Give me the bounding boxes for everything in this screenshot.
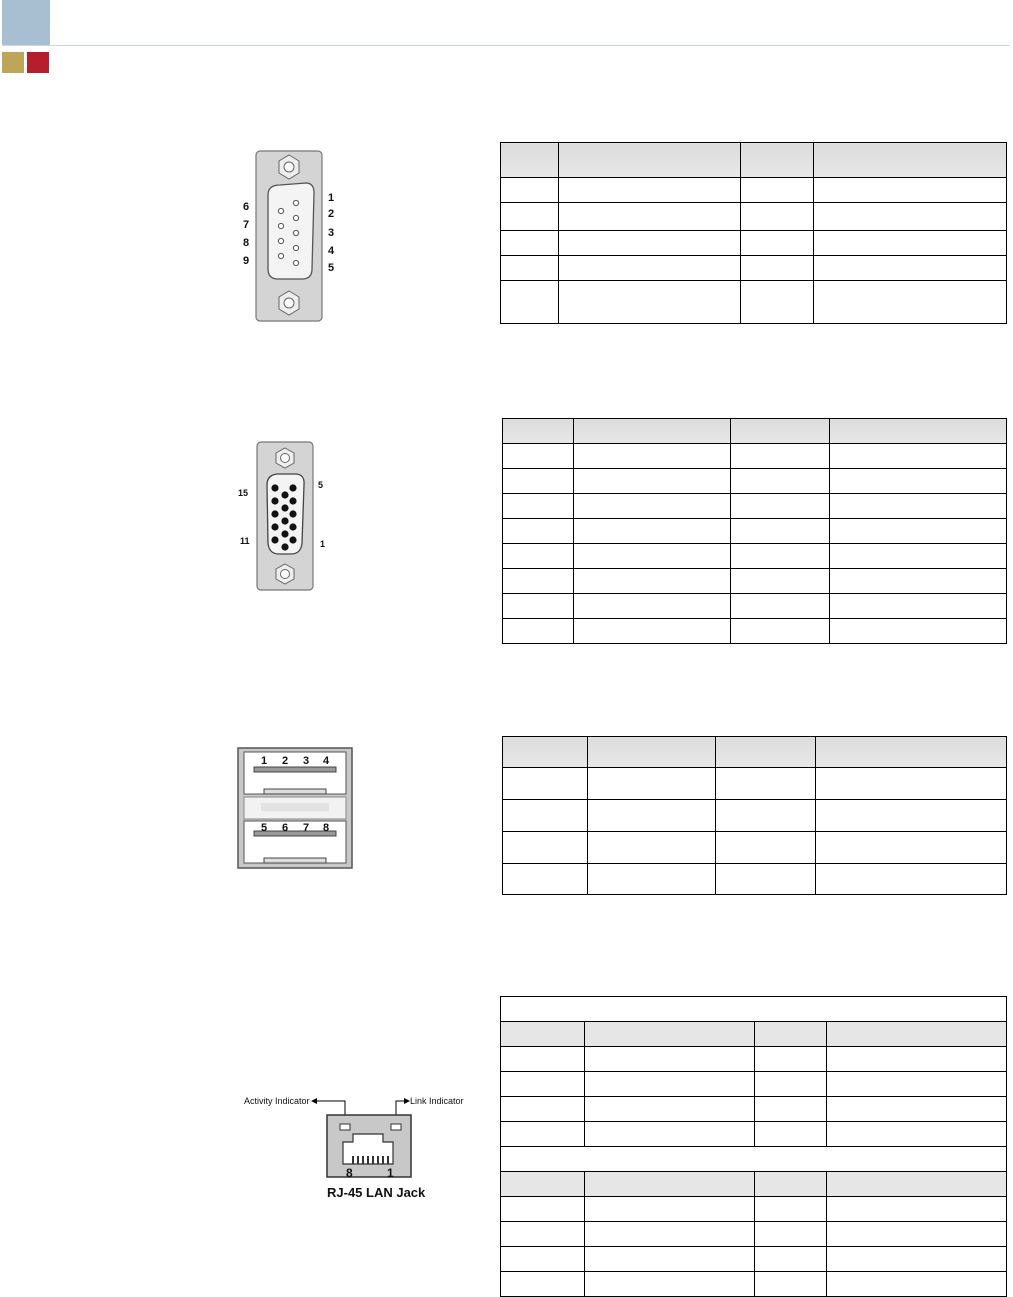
db9-pin-label: 3 [328, 227, 335, 239]
usb-pin-label: 8 [323, 822, 330, 834]
accent-square-red [27, 52, 49, 73]
link-indicator-label: Link Indicator [410, 1096, 464, 1106]
header-color-block [2, 0, 50, 46]
activity-indicator-label: Activity Indicator [244, 1096, 310, 1106]
vga-pin-label: 11 [240, 536, 250, 546]
header-rule [2, 45, 1010, 46]
db9-pin-label: 2 [328, 208, 335, 220]
db9-pin-label: 6 [243, 201, 250, 213]
usb-pin-label: 4 [323, 755, 330, 767]
usb-pin-label: 2 [282, 755, 289, 767]
vga-pinout-table [502, 418, 1007, 644]
vga-pin-label: 5 [318, 480, 324, 490]
db9-pinout-table [500, 142, 1007, 324]
usb-connector-illustration [237, 747, 353, 869]
usb-pinout-table [502, 736, 1007, 895]
vga-pin-label: 15 [238, 488, 249, 498]
rj45-pin-label: 1 [387, 1166, 394, 1180]
db9-pin-label: 9 [243, 255, 250, 267]
vga-connector-illustration [255, 440, 315, 592]
lan-pinout-table [500, 996, 1007, 1297]
usb-pin-label: 5 [261, 822, 268, 834]
rj45-jack-illustration [305, 1092, 415, 1182]
usb-pin-label: 1 [261, 755, 268, 767]
db9-pin-label: 5 [328, 262, 335, 274]
rj45-caption: RJ-45 LAN Jack [327, 1185, 426, 1200]
db9-pin-label: 1 [328, 192, 335, 204]
db9-pin-label: 4 [328, 245, 335, 257]
accent-square-gold [2, 52, 24, 73]
db9-pin-label: 7 [243, 219, 250, 231]
db9-pin-label: 8 [243, 237, 250, 249]
usb-pin-label: 7 [303, 822, 310, 834]
rj45-pin-label: 8 [346, 1166, 353, 1180]
usb-pin-label: 3 [303, 755, 310, 767]
vga-pin-label: 1 [320, 539, 326, 549]
usb-pin-label: 6 [282, 822, 289, 834]
